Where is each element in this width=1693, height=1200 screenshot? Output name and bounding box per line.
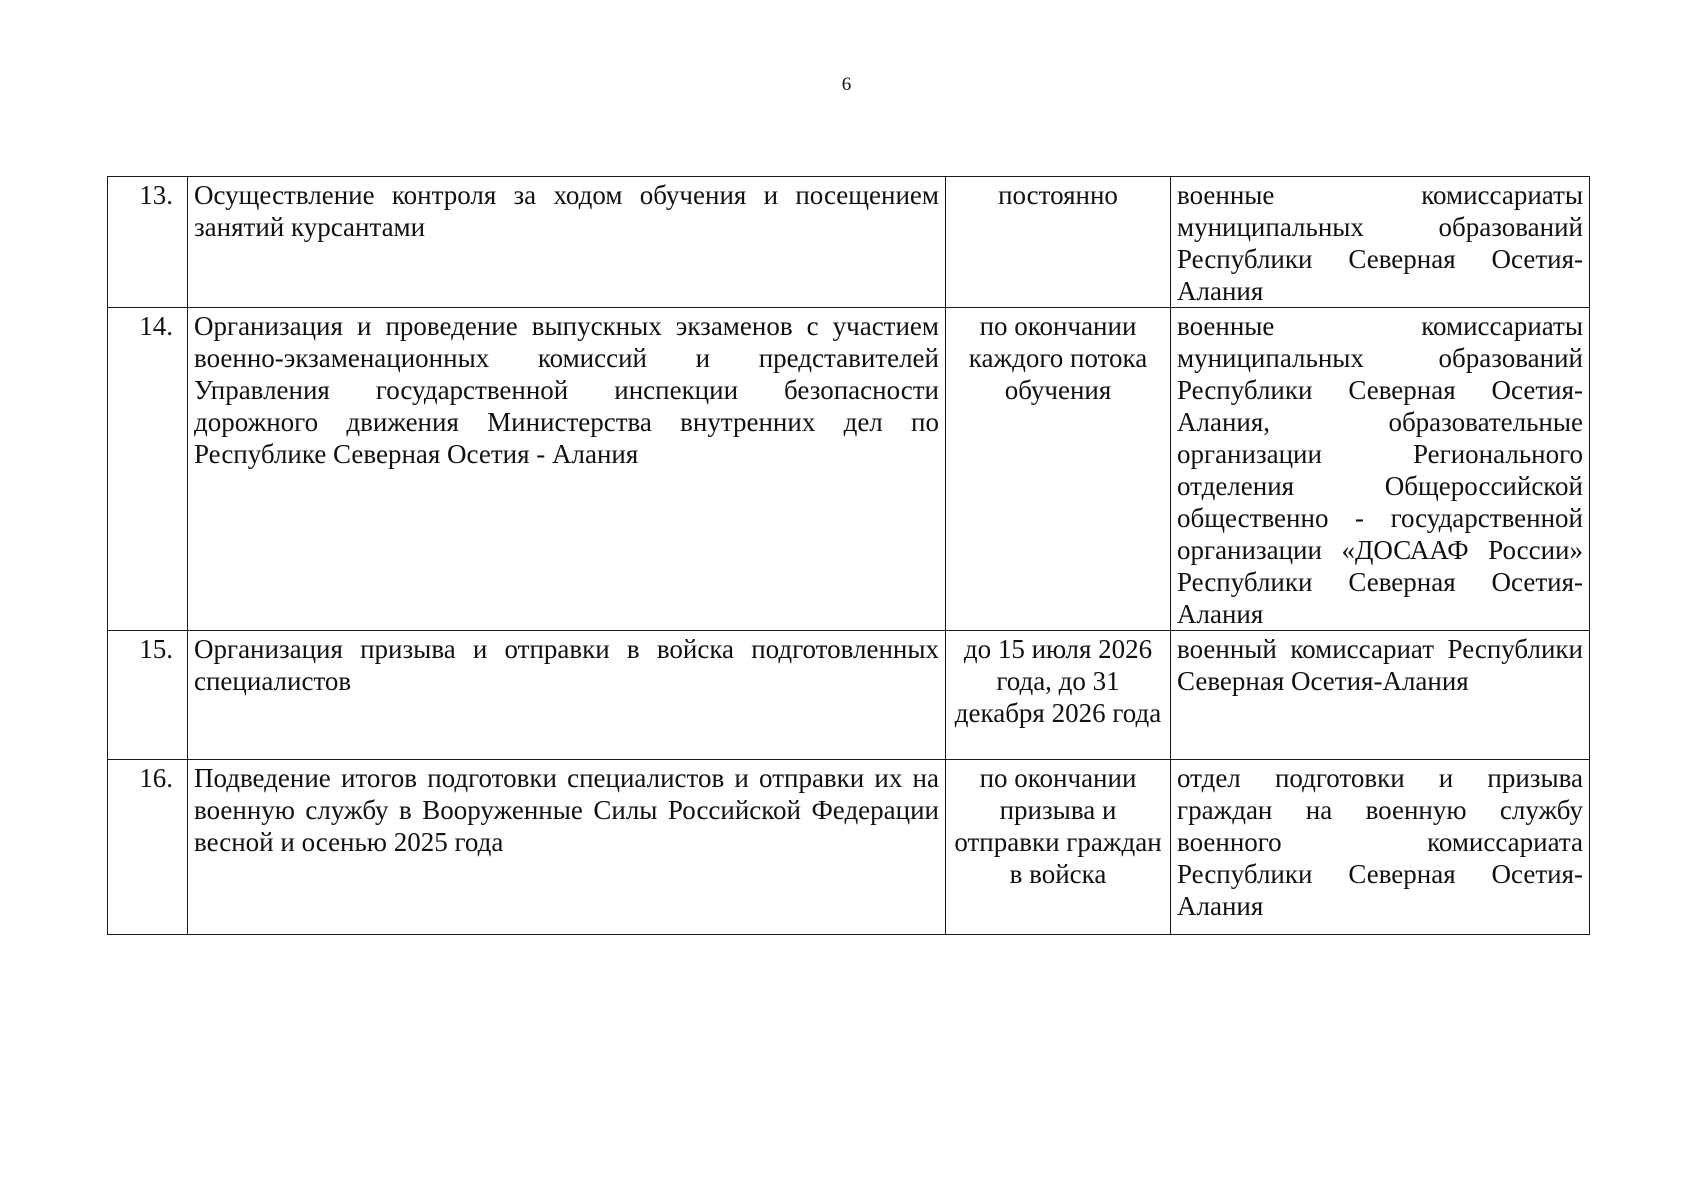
responsible-cell: военный комиссариат Республики Северная Осетия-Алания: [1171, 631, 1590, 760]
table-row: [108, 631, 1590, 760]
page-number: 6: [841, 74, 852, 95]
table-row: [108, 177, 1590, 308]
term-cell: до 15 июля 2026 года, до 31 декабря 2026 года: [946, 631, 1171, 760]
responsible-cell: отдел подготовки и призыва граждан на военную службу военного комиссариата Республики Северная Осетия-Алания: [1171, 760, 1590, 935]
responsible-cell: военные комиссариаты муниципальных образований Республики Северная Осетия-Алания: [1171, 177, 1590, 308]
table-row: [108, 760, 1590, 935]
row-number: 16.: [108, 760, 188, 935]
responsible-cell: военные комиссариаты муниципальных образований Республики Северная Осетия-Алания, образовательные организации Регионального отделения Общероссийской общественно - государственной организации «ДОСААФ России» Республики Северная Осетия-Алания: [1171, 308, 1590, 631]
activities-table: [107, 176, 1590, 935]
row-number: 14.: [108, 308, 188, 631]
table-row: [108, 308, 1590, 631]
term-cell: по окончании призыва и отправки граждан в войска: [946, 760, 1171, 935]
activity-cell: Подведение итогов подготовки специалистов и отправки их на военную службу в Вооруженные Силы Российской Федерации весной и осенью 2025 года: [188, 760, 946, 935]
activity-cell: Организация и проведение выпускных экзаменов с участием военно-экзаменационных комиссий и представителей Управления государственной инспекции безопасности дорожного движения Министерства внутренних дел по Республике Северная Осетия - Алания: [188, 308, 946, 631]
row-number: 13.: [108, 177, 188, 308]
term-cell: по окончании каждого потока обучения: [946, 308, 1171, 631]
activity-cell: Организация призыва и отправки в войска подготовленных специалистов: [188, 631, 946, 760]
row-number: 15.: [108, 631, 188, 760]
activity-cell: Осуществление контроля за ходом обучения и посещением занятий курсантами: [188, 177, 946, 308]
term-cell: постоянно: [946, 177, 1171, 308]
